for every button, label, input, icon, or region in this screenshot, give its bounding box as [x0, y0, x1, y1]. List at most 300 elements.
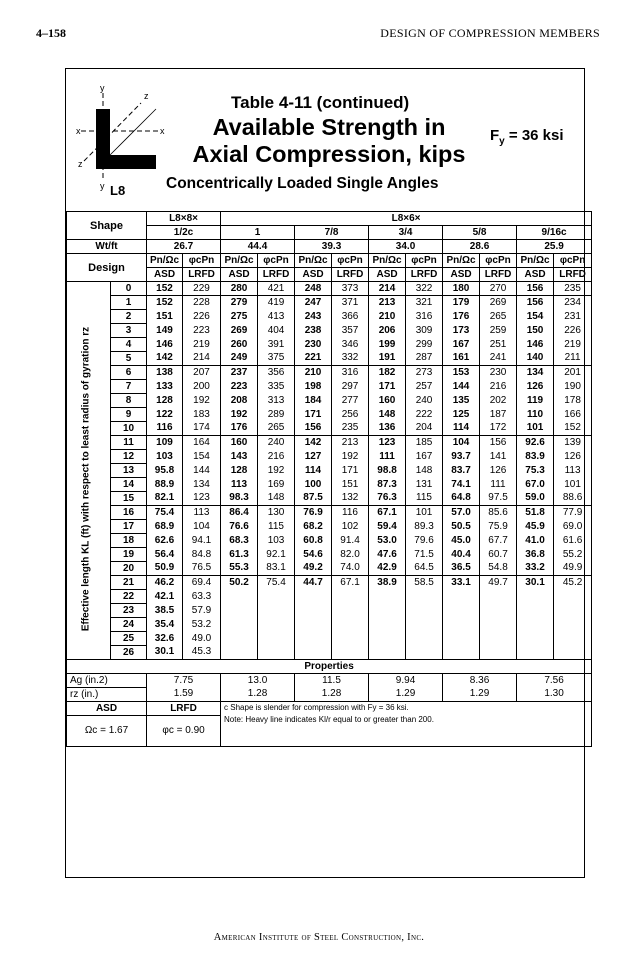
strength-value: 198	[295, 380, 332, 394]
strength-value: 75.9	[480, 520, 517, 534]
strength-value: 130	[258, 506, 295, 520]
shape-code: L8	[110, 183, 126, 198]
strength-value	[406, 646, 443, 660]
weight-3: 34.0	[369, 240, 443, 254]
strength-value: 148	[369, 408, 406, 422]
strength-value: 251	[480, 338, 517, 352]
strength-value: 67.0	[517, 478, 554, 492]
table-row	[67, 646, 592, 660]
strength-value: 91.4	[332, 534, 369, 548]
strength-value: 289	[258, 408, 295, 422]
ag-value-2: 11.5	[295, 674, 369, 688]
strength-value: 113	[183, 506, 221, 520]
strength-value: 100	[295, 478, 332, 492]
strength-value	[517, 618, 554, 632]
kl-value: 7	[111, 380, 147, 394]
strength-value: 64.5	[406, 562, 443, 576]
strength-value	[554, 618, 592, 632]
table-row	[67, 548, 592, 562]
strength-value	[517, 590, 554, 604]
strength-value: 247	[295, 296, 332, 310]
strength-value: 171	[295, 408, 332, 422]
strength-value	[554, 590, 592, 604]
strength-value	[221, 590, 258, 604]
kl-value: 12	[111, 450, 147, 464]
kl-value: 17	[111, 520, 147, 534]
strength-value: 38.5	[147, 604, 183, 618]
strength-value: 238	[295, 324, 332, 338]
strength-value: 184	[295, 394, 332, 408]
strength-value: 156	[295, 422, 332, 436]
kl-value: 21	[111, 576, 147, 590]
strength-value	[295, 632, 332, 646]
group-header-l8x6: L8×6×	[221, 212, 592, 226]
strength-value: 135	[443, 394, 480, 408]
ag-value-5: 7.56	[517, 674, 592, 688]
strength-value: 87.5	[295, 492, 332, 506]
axis-label-x-right: x	[160, 126, 165, 136]
strength-value: 84.8	[183, 548, 221, 562]
strength-value	[406, 632, 443, 646]
strength-value	[221, 618, 258, 632]
strength-value: 144	[443, 380, 480, 394]
method-asd: ASD	[295, 268, 332, 282]
strength-value: 93.7	[443, 450, 480, 464]
strength-value: 202	[480, 394, 517, 408]
table-row	[67, 534, 592, 548]
kl-value: 18	[111, 534, 147, 548]
strength-value: 169	[258, 478, 295, 492]
strength-value: 128	[221, 464, 258, 478]
axis-label-y-bottom: y	[100, 181, 105, 191]
ag-value-4: 8.36	[443, 674, 517, 688]
strength-value: 140	[517, 352, 554, 366]
strength-value: 75.3	[517, 464, 554, 478]
strength-value: 30.1	[517, 576, 554, 590]
kl-value: 19	[111, 548, 147, 562]
strength-value: 111	[369, 450, 406, 464]
strength-value: 142	[147, 352, 183, 366]
strength-lrfd: φcPn	[554, 254, 592, 268]
strength-value: 160	[221, 436, 258, 450]
strength-value	[258, 618, 295, 632]
strength-value: 148	[258, 492, 295, 506]
strength-value: 63.3	[183, 590, 221, 604]
weight-4: 28.6	[443, 240, 517, 254]
ag-value-0: 7.75	[147, 674, 221, 688]
fy-value: = 36 ksi	[504, 127, 564, 144]
strength-value: 67.1	[332, 576, 369, 590]
strength-value: 113	[554, 464, 592, 478]
strength-value: 265	[258, 422, 295, 436]
strength-value: 47.6	[369, 548, 406, 562]
kl-value: 5	[111, 352, 147, 366]
strength-value	[221, 646, 258, 660]
table-row	[67, 310, 592, 324]
strength-value	[369, 604, 406, 618]
strength-value: 208	[221, 394, 258, 408]
strength-value	[258, 604, 295, 618]
strength-value: 134	[517, 366, 554, 380]
strength-value	[406, 590, 443, 604]
strength-value: 297	[332, 380, 369, 394]
strength-value: 126	[480, 464, 517, 478]
strength-value: 79.6	[406, 534, 443, 548]
strength-value: 154	[517, 310, 554, 324]
strength-value: 248	[295, 282, 332, 296]
strength-value: 116	[147, 422, 183, 436]
strength-value: 152	[554, 422, 592, 436]
strength-value: 182	[369, 366, 406, 380]
ag-label: Ag (in.2)	[67, 674, 147, 688]
strength-value: 131	[406, 478, 443, 492]
strength-value: 49.7	[480, 576, 517, 590]
strength-value: 229	[183, 282, 221, 296]
strength-value: 413	[258, 310, 295, 324]
strength-value: 192	[221, 408, 258, 422]
table-row	[67, 478, 592, 492]
strength-value	[443, 604, 480, 618]
strength-value: 148	[406, 464, 443, 478]
strength-lrfd: φcPn	[258, 254, 295, 268]
strength-value: 35.4	[147, 618, 183, 632]
rz-value-1: 1.28	[221, 688, 295, 702]
axis-label-z: z	[144, 91, 149, 101]
strength-value: 185	[406, 436, 443, 450]
strength-value: 230	[295, 338, 332, 352]
table-row	[67, 618, 592, 632]
strength-value: 269	[480, 296, 517, 310]
strength-value: 211	[554, 352, 592, 366]
strength-value: 94.1	[183, 534, 221, 548]
weight-2: 39.3	[295, 240, 369, 254]
strength-value: 151	[332, 478, 369, 492]
kl-value: 6	[111, 366, 147, 380]
strength-value: 144	[183, 464, 221, 478]
strength-value: 49.2	[295, 562, 332, 576]
strength-value: 46.2	[147, 576, 183, 590]
strength-value: 200	[183, 380, 221, 394]
strength-value: 61.6	[554, 534, 592, 548]
strength-value	[332, 646, 369, 660]
table-row	[67, 296, 592, 310]
strength-value: 240	[406, 394, 443, 408]
strength-value: 114	[295, 464, 332, 478]
method-lrfd: LRFD	[406, 268, 443, 282]
strength-value: 228	[183, 296, 221, 310]
vertical-label-text: Effective length KL (ft) with respect to least radius of gyration rz	[80, 326, 92, 632]
weight-label: Wt/ft	[67, 240, 147, 254]
strength-value: 59.0	[517, 492, 554, 506]
yield-stress	[490, 127, 564, 147]
strength-value: 214	[183, 352, 221, 366]
strength-value: 126	[517, 380, 554, 394]
strength-value: 88.9	[147, 478, 183, 492]
strength-value	[480, 590, 517, 604]
thickness-3: 3/4	[369, 226, 443, 240]
method-asd: ASD	[369, 268, 406, 282]
strength-value: 89.3	[406, 520, 443, 534]
table-row	[67, 506, 592, 520]
strength-value: 64.8	[443, 492, 480, 506]
title-line-2: Axial Compression, kips	[192, 141, 466, 167]
strength-value: 61.3	[221, 548, 258, 562]
strength-value: 54.6	[295, 548, 332, 562]
strength-value: 69.0	[554, 520, 592, 534]
asd-label: ASD	[67, 702, 147, 716]
strength-value: 366	[332, 310, 369, 324]
thickness-1: 1	[221, 226, 295, 240]
strength-value: 45.9	[517, 520, 554, 534]
page-number: 4–158	[36, 26, 66, 40]
weight-0: 26.7	[147, 240, 221, 254]
omega-value: Ωc = 1.67	[67, 716, 147, 747]
strength-value: 279	[221, 296, 258, 310]
strength-value	[369, 618, 406, 632]
table-frame	[65, 68, 585, 878]
strength-value: 92.1	[258, 548, 295, 562]
axis-label-y: y	[100, 83, 105, 93]
strength-value: 75.4	[147, 506, 183, 520]
strength-value: 71.5	[406, 548, 443, 562]
strength-value: 371	[332, 296, 369, 310]
strength-value: 176	[443, 310, 480, 324]
strength-value: 332	[332, 352, 369, 366]
table-row	[67, 576, 592, 590]
strength-value: 40.4	[443, 548, 480, 562]
strength-value: 183	[183, 408, 221, 422]
strength-value: 50.9	[147, 562, 183, 576]
strength-value: 179	[443, 296, 480, 310]
strength-value	[406, 618, 443, 632]
strength-value	[295, 590, 332, 604]
rz-value-3: 1.29	[369, 688, 443, 702]
strength-value: 243	[295, 310, 332, 324]
strength-value: 299	[406, 338, 443, 352]
rz-label: rz (in.)	[67, 688, 147, 702]
strength-value: 174	[183, 422, 221, 436]
strength-value: 116	[332, 506, 369, 520]
strength-value: 76.3	[369, 492, 406, 506]
strength-value: 270	[480, 282, 517, 296]
strength-asd: Pn/Ωc	[147, 254, 183, 268]
notes-cell	[221, 702, 592, 747]
table-row	[67, 352, 592, 366]
strength-value: 171	[369, 380, 406, 394]
strength-value: 76.9	[295, 506, 332, 520]
strength-value: 214	[369, 282, 406, 296]
strength-value: 151	[147, 310, 183, 324]
strength-lrfd: φcPn	[183, 254, 221, 268]
method-asd: ASD	[147, 268, 183, 282]
strength-value: 152	[147, 282, 183, 296]
strength-value: 41.0	[517, 534, 554, 548]
strength-value: 191	[369, 352, 406, 366]
strength-value: 38.9	[369, 576, 406, 590]
table-row	[67, 324, 592, 338]
table-row	[67, 450, 592, 464]
kl-value: 8	[111, 394, 147, 408]
strength-value: 42.9	[369, 562, 406, 576]
strength-value: 141	[480, 450, 517, 464]
strength-value: 50.2	[221, 576, 258, 590]
method-lrfd: LRFD	[183, 268, 221, 282]
group-header-l8x8: L8×8×	[147, 212, 221, 226]
strength-value: 149	[147, 324, 183, 338]
fy-label: F	[490, 127, 500, 144]
strength-value: 109	[147, 436, 183, 450]
thickness-0: 1/2c	[147, 226, 221, 240]
strength-value: 269	[221, 324, 258, 338]
strength-value	[480, 646, 517, 660]
strength-value: 222	[406, 408, 443, 422]
strength-value: 60.8	[295, 534, 332, 548]
strength-value: 257	[406, 380, 443, 394]
rz-value-0: 1.59	[147, 688, 221, 702]
strength-value: 69.4	[183, 576, 221, 590]
kl-value: 0	[111, 282, 147, 296]
strength-value: 166	[554, 408, 592, 422]
vertical-axis-label	[68, 299, 104, 659]
strength-value: 219	[183, 338, 221, 352]
strength-value: 119	[517, 394, 554, 408]
strength-value: 68.9	[147, 520, 183, 534]
strength-value: 127	[295, 450, 332, 464]
strength-value: 192	[332, 450, 369, 464]
strength-value: 235	[332, 422, 369, 436]
table-row	[67, 366, 592, 380]
strength-value	[443, 646, 480, 660]
kl-value: 24	[111, 618, 147, 632]
table-subtitle: Concentrically Loaded Single Angles	[166, 175, 439, 192]
strength-value: 391	[258, 338, 295, 352]
strength-value: 125	[443, 408, 480, 422]
strength-value: 122	[147, 408, 183, 422]
strength-lrfd: φcPn	[332, 254, 369, 268]
table-row	[67, 562, 592, 576]
strength-value	[554, 632, 592, 646]
strength-value	[258, 590, 295, 604]
strength-value: 85.6	[480, 506, 517, 520]
table-row	[67, 590, 592, 604]
strength-value: 199	[369, 338, 406, 352]
strength-value: 101	[406, 506, 443, 520]
strength-value: 134	[183, 478, 221, 492]
strength-lrfd: φcPn	[406, 254, 443, 268]
strength-value: 98.8	[369, 464, 406, 478]
strength-value: 74.0	[332, 562, 369, 576]
strength-value: 126	[554, 450, 592, 464]
method-lrfd: LRFD	[480, 268, 517, 282]
strength-value: 142	[295, 436, 332, 450]
strength-value	[480, 632, 517, 646]
strength-value: 111	[480, 478, 517, 492]
strength-value: 103	[147, 450, 183, 464]
kl-value: 23	[111, 604, 147, 618]
strength-value: 75.4	[258, 576, 295, 590]
strength-value: 58.5	[406, 576, 443, 590]
strength-value: 356	[258, 366, 295, 380]
strength-value: 346	[332, 338, 369, 352]
strength-value: 113	[221, 478, 258, 492]
table-row	[67, 408, 592, 422]
strength-value: 146	[517, 338, 554, 352]
strength-table	[66, 211, 592, 747]
strength-value: 45.0	[443, 534, 480, 548]
strength-value: 115	[258, 520, 295, 534]
strength-value: 207	[183, 366, 221, 380]
title-line-1: Available Strength in	[212, 114, 446, 140]
strength-value	[295, 604, 332, 618]
strength-value: 287	[406, 352, 443, 366]
kl-value: 4	[111, 338, 147, 352]
strength-value: 60.7	[480, 548, 517, 562]
strength-value: 82.0	[332, 548, 369, 562]
strength-value: 192	[183, 394, 221, 408]
kl-value: 15	[111, 492, 147, 506]
strength-value: 104	[183, 520, 221, 534]
strength-value: 161	[443, 352, 480, 366]
strength-value: 82.1	[147, 492, 183, 506]
weight-1: 44.4	[221, 240, 295, 254]
strength-value: 62.6	[147, 534, 183, 548]
strength-value: 101	[517, 422, 554, 436]
method-lrfd: LRFD	[554, 268, 592, 282]
strength-value: 50.5	[443, 520, 480, 534]
strength-value: 33.1	[443, 576, 480, 590]
strength-value: 375	[258, 352, 295, 366]
lrfd-label: LRFD	[147, 702, 221, 716]
strength-value: 273	[406, 366, 443, 380]
strength-value: 59.4	[369, 520, 406, 534]
strength-value	[295, 646, 332, 660]
strength-value: 260	[221, 338, 258, 352]
strength-value: 231	[554, 310, 592, 324]
strength-value: 167	[443, 338, 480, 352]
strength-value: 206	[369, 324, 406, 338]
strength-value: 265	[480, 310, 517, 324]
thickness-2: 7/8	[295, 226, 369, 240]
strength-value: 83.7	[443, 464, 480, 478]
strength-value: 335	[258, 380, 295, 394]
strength-value: 277	[332, 394, 369, 408]
strength-value: 322	[406, 282, 443, 296]
strength-value	[554, 604, 592, 618]
strength-value: 57.9	[183, 604, 221, 618]
rz-value-2: 1.28	[295, 688, 369, 702]
strength-value: 213	[332, 436, 369, 450]
strength-value: 53.2	[183, 618, 221, 632]
strength-value: 88.6	[554, 492, 592, 506]
strength-value	[369, 646, 406, 660]
kl-value: 2	[111, 310, 147, 324]
strength-value: 51.8	[517, 506, 554, 520]
strength-value	[369, 590, 406, 604]
strength-value: 226	[183, 310, 221, 324]
strength-value: 404	[258, 324, 295, 338]
kl-value: 26	[111, 646, 147, 660]
axis-label-z-bottom: z	[78, 159, 83, 169]
strength-value	[480, 618, 517, 632]
strength-value: 167	[406, 450, 443, 464]
strength-value	[258, 646, 295, 660]
strength-value: 92.6	[517, 436, 554, 450]
note-heavy-line: Note: Heavy line indicates Kl/r equal to or greater than 200.	[224, 715, 434, 724]
strength-value	[221, 632, 258, 646]
strength-asd: Pn/Ωc	[369, 254, 406, 268]
strength-value: 316	[406, 310, 443, 324]
kl-value: 13	[111, 464, 147, 478]
